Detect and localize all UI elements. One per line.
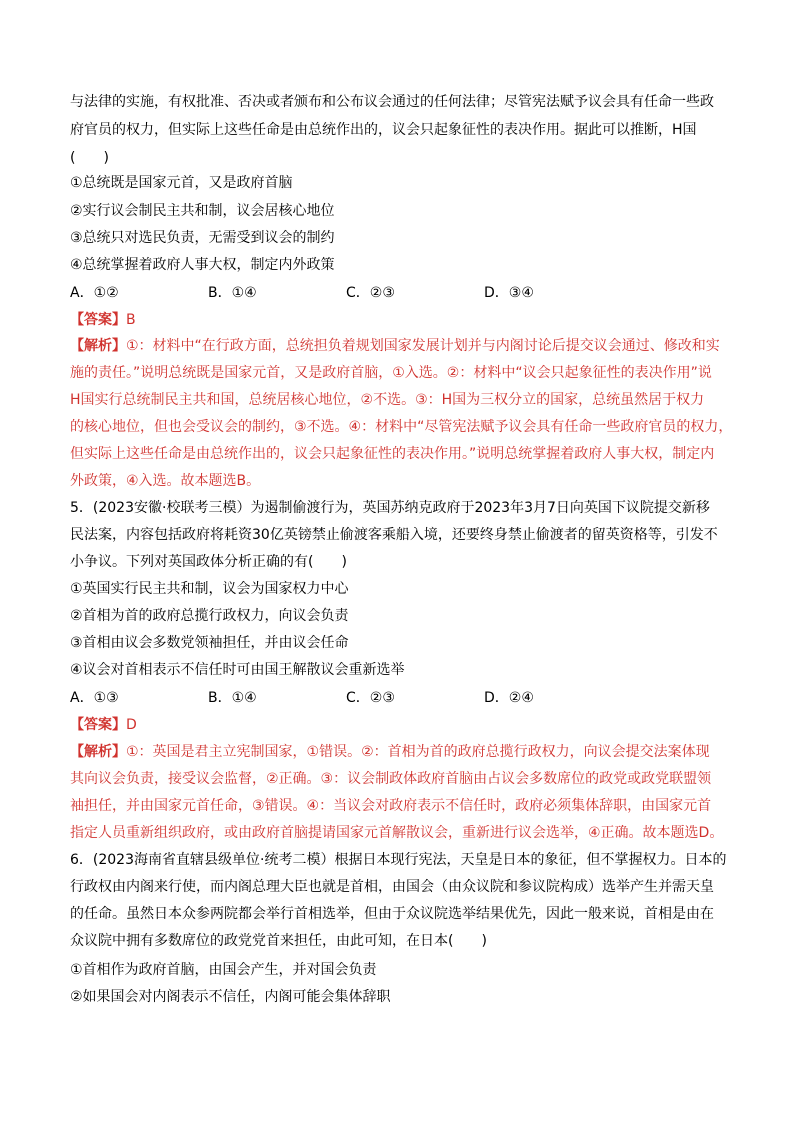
q4-item-2: ②实行议会制民主共和制，议会居核心地位 bbox=[70, 203, 335, 219]
q5-option-a: A．①③ bbox=[70, 690, 119, 706]
q4-option-b: B．①④ bbox=[208, 285, 257, 301]
answer-value: D bbox=[126, 717, 137, 733]
q5-option-d: D．②④ bbox=[484, 690, 534, 706]
q5-analysis-line-1 bbox=[70, 743, 730, 761]
q4-stem-line-1: 与法律的实施，有权批准、否决或者颁布和公布议会通过的任何法律；尽管宪法赋予议会具有任命一些政 bbox=[70, 94, 714, 110]
q6-item-1: ①首相作为政府首脑，由国会产生，并对国会负责 bbox=[70, 962, 377, 978]
q4-analysis-line-1 bbox=[70, 337, 730, 355]
q5-analysis-line-2: 其向议会负责，接受议会监督，②正确。③：议会制政体政府首脑由占议会多数席位的政党或政党联盟领 bbox=[70, 771, 712, 787]
q5-stem-line-3: 小争议。下列对英国政体分析正确的有( ) bbox=[70, 554, 347, 570]
answer-label: 【答案】 bbox=[70, 717, 126, 733]
analysis-label: 【解析】 bbox=[70, 338, 126, 354]
q6-stem-line-3: 的任命。虽然日本众参两院都会举行首相选举，但由于众议院选举结果优先，因此一般来说，首相是由在 bbox=[70, 906, 714, 922]
q4-option-d: D．③④ bbox=[484, 285, 534, 301]
q5-analysis-line-4: 指定人员重新组织政府，或由政府首脑提请国家元首解散议会，重新进行议会选举，④正确。故本题选D。 bbox=[70, 825, 724, 841]
q5-answer bbox=[70, 716, 730, 734]
q4-analysis-line-3: H国实行总统制民主共和国，总统居核心地位，②不选。③：H国为三权分立的国家，总统虽然居于权力 bbox=[70, 392, 705, 408]
q4-analysis-line-4: 的核心地位，但也会受议会的制约，③不选。④：材料中“尽管宪法赋予议会具有任命一些政府官员的权力， bbox=[70, 419, 733, 435]
q5-options bbox=[70, 689, 730, 707]
q5-option-c: C．②③ bbox=[346, 690, 395, 706]
q5-analysis-line-3: 袖担任，并由国家元首任命，③错误。④：当议会对政府表示不信任时，政府必须集体辞职，由国家元首 bbox=[70, 798, 712, 814]
q5-option-b: B．①④ bbox=[208, 690, 257, 706]
q5-item-1: ①英国实行民主共和制，议会为国家权力中心 bbox=[70, 581, 349, 597]
q4-option-c: C．②③ bbox=[346, 285, 395, 301]
q4-item-1: ①总统既是国家元首，又是政府首脑 bbox=[70, 175, 293, 191]
q5-item-4: ④议会对首相表示不信任时可由国王解散议会重新选举 bbox=[70, 662, 405, 678]
q6-stem-line-2: 行政权由内阁来行使，而内阁总理大臣也就是首相，由国会（由众议院和参议院构成）选举产生并需天皇 bbox=[70, 879, 714, 895]
analysis-text: ①：材料中“在行政方面，总统担负着规划国家发展计划并与内阁讨论后提交议会通过、修改和实 bbox=[126, 338, 720, 354]
q5-item-2: ②首相为首的政府总揽行政权力，向议会负责 bbox=[70, 608, 349, 624]
q4-item-4: ④总统掌握着政府人事大权，制定内外政策 bbox=[70, 257, 335, 273]
q5-stem-line-2: 民法案，内容包括政府将耗资30亿英镑禁止偷渡客乘船入境，还要终身禁止偷渡者的留英资格等，引发不 bbox=[70, 527, 718, 543]
q4-answer bbox=[70, 311, 730, 329]
q4-options bbox=[70, 284, 730, 302]
q4-analysis-line-5: 但实际上这些任命是由总统作出的，议会只起象征性的表决作用。”说明总统掌握着政府人事大权，制定内 bbox=[70, 446, 715, 462]
q5-item-3: ③首相由议会多数党领袖担任，并由议会任命 bbox=[70, 635, 349, 651]
q4-analysis-line-6: 外政策，④入选。故本题选B。 bbox=[70, 473, 261, 489]
q4-analysis-line-2: 施的责任。”说明总统既是国家元首，又是政府首脑，①入选。②：材料中“议会只起象征性的表决作用”说 bbox=[70, 365, 712, 381]
q4-stem-line-2: 府官员的权力，但实际上这些任命是由总统作出的，议会只起象征性的表决作用。据此可以推断，H国 bbox=[70, 122, 697, 138]
q4-option-a: A．①② bbox=[70, 285, 119, 301]
q4-stem-line-3: ( ) bbox=[70, 150, 109, 166]
q5-stem-line-1: 5．(2023安徽·校联考三模）为遏制偷渡行为，英国苏纳克政府于2023年3月7日向英国下议院提交新移 bbox=[70, 500, 710, 516]
analysis-label: 【解析】 bbox=[70, 744, 126, 760]
answer-value: B bbox=[126, 312, 136, 328]
analysis-text: ①：英国是君主立宪制国家，①错误。②：首相为首的政府总揽行政权力，向议会提交法案体现 bbox=[126, 744, 710, 760]
q6-stem-line-4: 众议院中拥有多数席位的政党党首来担任，由此可知，在日本( ) bbox=[70, 933, 487, 949]
q6-item-2: ②如果国会对内阁表示不信任，内阁可能会集体辞职 bbox=[70, 989, 391, 1005]
q4-item-3: ③总统只对选民负责，无需受到议会的制约 bbox=[70, 230, 335, 246]
q6-stem-line-1: 6．(2023海南省直辖县级单位·统考二模）根据日本现行宪法，天皇是日本的象征，但不掌握权力。日本的 bbox=[70, 852, 727, 868]
answer-label: 【答案】 bbox=[70, 312, 126, 328]
